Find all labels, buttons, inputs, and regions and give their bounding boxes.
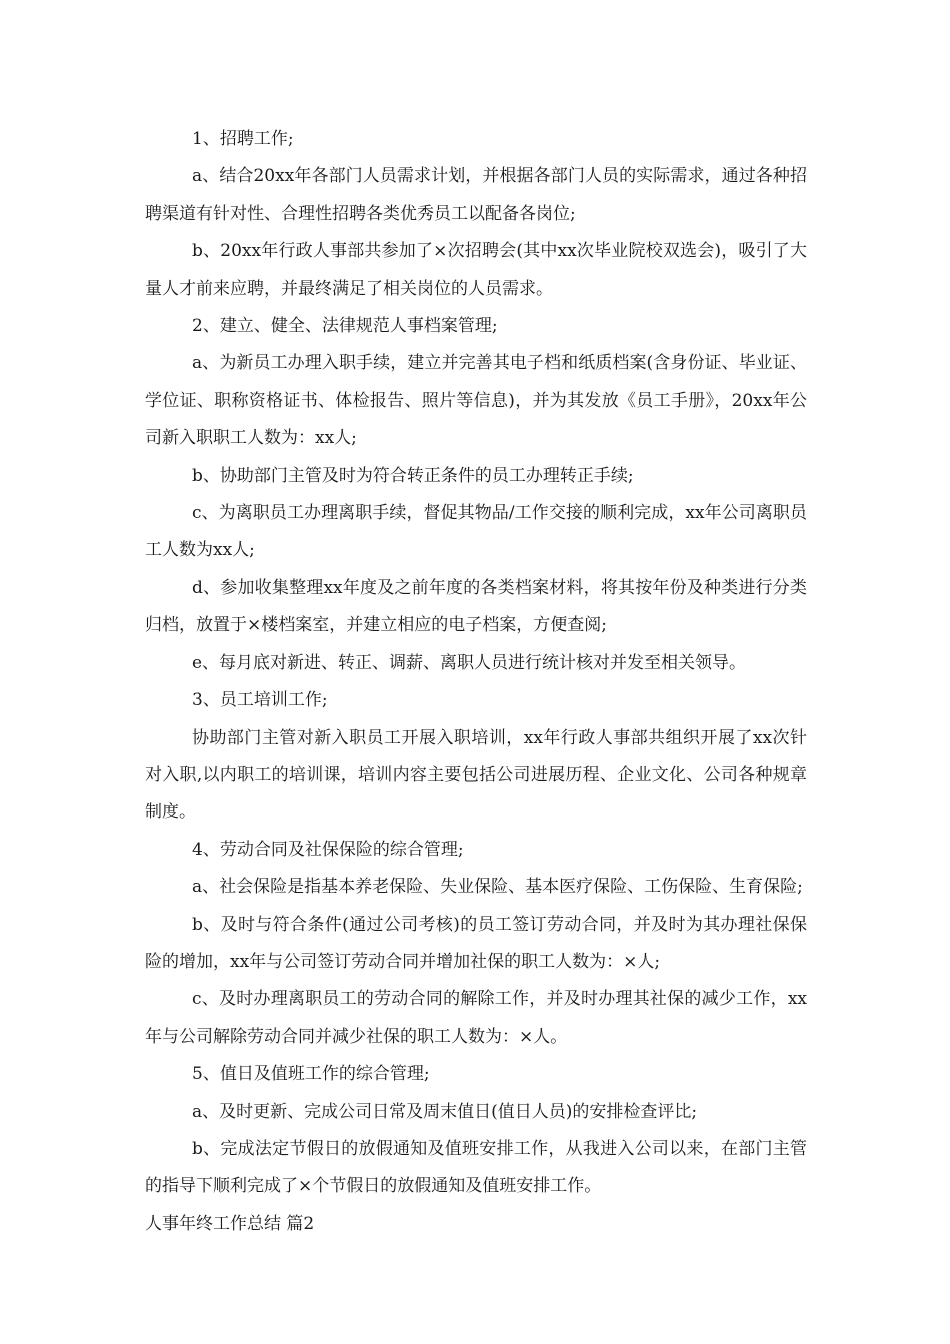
section-title: 人事年终工作总结 篇2 — [145, 1213, 315, 1234]
paragraph: 协助部门主管对新入职员工开展入职培训，xx年行政人事部共组织开展了xx次针对入职,以内职工的培训课，培训内容主要包括公司进展历程、企业文化、公司各种规章制度。 — [145, 727, 807, 823]
paragraph: c、为离职员工办理离职手续，督促其物品/工作交接的顺利完成，xx年公司离职员工人数为xx人; — [145, 503, 807, 561]
paragraph: a、社会保险是指基本养老保险、失业保险、基本医疗保险、工伤保险、生育保险; — [192, 877, 803, 898]
paragraph: e、每月底对新进、转正、调薪、离职人员进行统计核对并发至相关领导。 — [192, 652, 747, 673]
heading-recruitment: 1、招聘工作; — [192, 129, 294, 149]
heading-duty-management: 5、值日及值班工作的综合管理; — [192, 1064, 430, 1085]
paragraph: d、参加收集整理xx年度及之前年度的各类档案材料，将其按年份及种类进行分类归档，放置于×楼档案室，并建立相应的电子档案，方便查阅; — [145, 577, 807, 636]
paragraph: c、及时办理离职员工的劳动合同的解除工作，并及时办理其社保的减少工作，xx年与公司解除劳动合同并减少社保的职工人数为：×人。 — [145, 989, 807, 1047]
paragraph: a、为新员工办理入职手续，建立并完善其电子档和纸质档案(含身份证、毕业证、学位证、职称资格证书、体检报告、照片等信息)，并为其发放《员工手册》，20xx年公司新入职职工人数为：xx人; — [145, 353, 807, 449]
heading-labor-contract: 4、劳动合同及社保保险的综合管理; — [192, 839, 464, 860]
document-body — [145, 121, 807, 1243]
paragraph: b、协助部门主管及时为符合转正条件的员工办理转正手续; — [192, 465, 634, 486]
paragraph: b、及时与符合条件(通过公司考核)的员工签订劳动合同，并及时为其办理社保保险的增加，xx年与公司签订劳动合同并增加社保的职工人数为：×人; — [145, 914, 807, 972]
paragraph: b、20xx年行政人事部共参加了×次招聘会(其中xx次毕业院校双选会)，吸引了大量人才前来应聘，并最终满足了相关岗位的人员需求。 — [145, 241, 807, 299]
paragraph: a、结合20xx年各部门人员需求计划，并根据各部门人员的实际需求，通过各种招聘渠道有针对性、合理性招聘各类优秀员工以配备各岗位; — [145, 166, 807, 224]
heading-archive-management: 2、建立、健全、法律规范人事档案管理; — [192, 316, 498, 337]
heading-training: 3、员工培训工作; — [192, 690, 328, 711]
paragraph: a、及时更新、完成公司日常及周末值日(值日人员)的安排检查评比; — [192, 1101, 698, 1122]
paragraph: b、完成法定节假日的放假通知及值班安排工作，从我进入公司以来，在部门主管的指导下顺利完成了×个节假日的放假通知及值班安排工作。 — [145, 1138, 807, 1197]
